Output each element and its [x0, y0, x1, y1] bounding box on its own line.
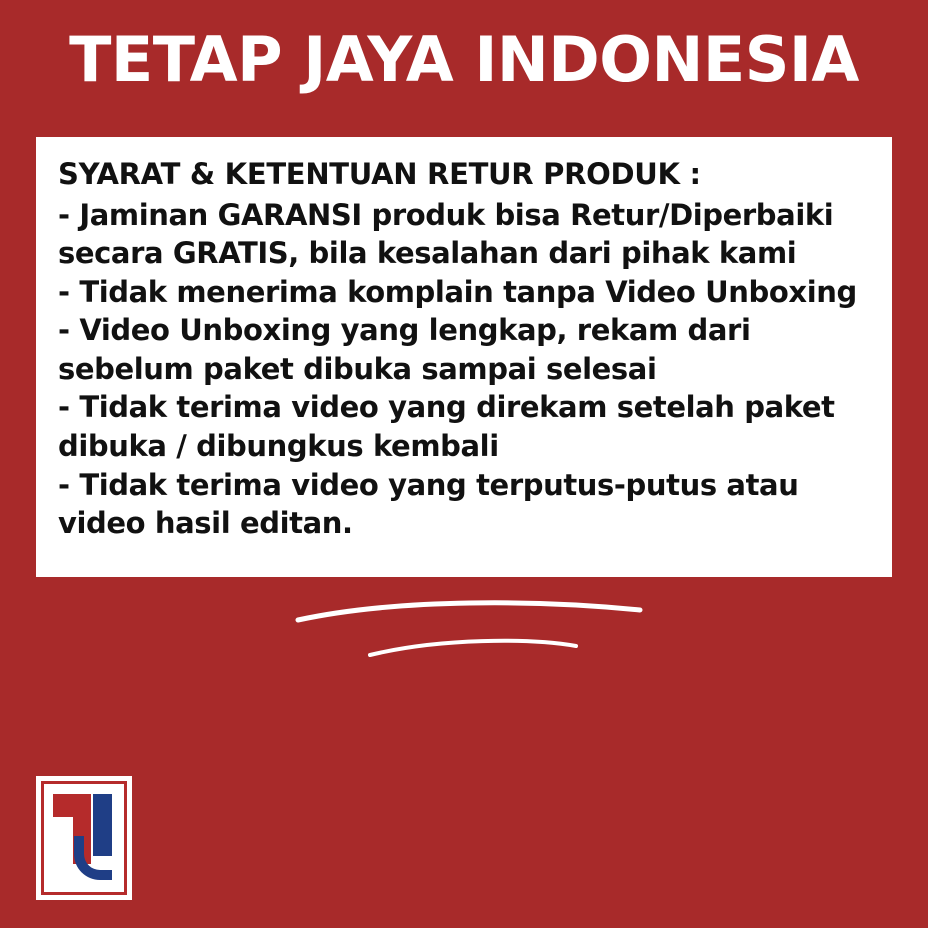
terms-line: - Video Unboxing yang lengkap, rekam dari	[58, 313, 751, 348]
logo-frame	[41, 781, 127, 895]
logo-letter-j-hook	[74, 836, 112, 880]
terms-line: - Tidak terima video yang terputus-putus atau	[58, 467, 799, 502]
swoosh-underline-icon	[280, 590, 660, 670]
terms-line: - Jaminan GARANSI produk bisa Retur/Diperbaiki	[58, 197, 834, 232]
terms-card	[36, 137, 892, 577]
terms-line: - Tidak terima video yang direkam setelah paket	[58, 390, 835, 425]
terms-line: video hasil editan.	[58, 506, 353, 541]
terms-line: dibuka / dibungkus kembali	[58, 428, 499, 463]
logo-letter-t-notch	[53, 817, 73, 864]
brand-logo	[36, 776, 132, 900]
terms-line: - Tidak menerima komplain tanpa Video Unboxing	[58, 274, 857, 309]
terms-heading: SYARAT & KETENTUAN RETUR PRODUK :	[58, 157, 701, 191]
terms-line: sebelum paket dibuka sampai selesai	[58, 351, 657, 386]
page-title: TETAP JAYA INDONESIA	[69, 23, 859, 96]
logo-letter-j	[74, 794, 116, 880]
terms-line: secara GRATIS, bila kesalahan dari pihak kami	[58, 236, 797, 271]
